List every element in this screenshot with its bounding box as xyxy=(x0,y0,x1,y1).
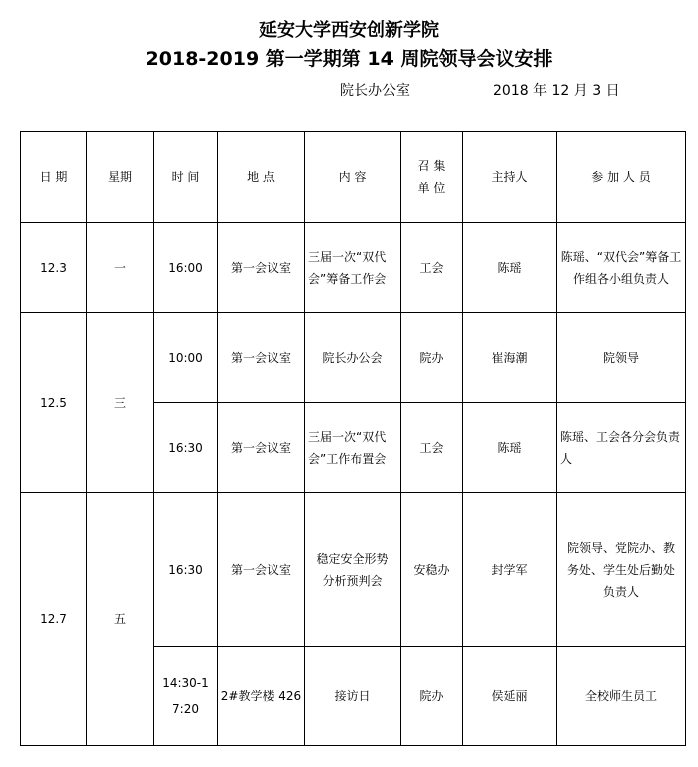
table-row xyxy=(21,223,686,313)
cell-attendees: 院领导 xyxy=(557,313,686,403)
col-header-place: 地 点 xyxy=(218,132,305,223)
table-row xyxy=(21,493,686,647)
cell-organizer: 工会 xyxy=(401,223,463,313)
cell-host: 封学军 xyxy=(463,493,557,647)
cell-place: 2#教学楼 426 xyxy=(218,647,305,746)
cell-attendees: 全校师生员工 xyxy=(557,647,686,746)
cell-host: 陈瑶 xyxy=(463,223,557,313)
issuing-office: 院长办公室 xyxy=(340,83,410,99)
issue-date: 2018 年 12 月 3 日 xyxy=(493,83,620,99)
table-row xyxy=(21,313,686,403)
cell-host: 陈瑶 xyxy=(463,403,557,493)
col-header-weekday: 星期 xyxy=(87,132,154,223)
header-row xyxy=(21,132,686,223)
cell-attendees: 陈瑶、“双代会”筹备工作组各小组负责人 xyxy=(557,223,686,313)
cell-weekday: 三 xyxy=(87,313,154,493)
col-header-host: 主持人 xyxy=(463,132,557,223)
cell-attendees: 陈瑶、工会各分会负责人 xyxy=(557,403,686,493)
col-header-time: 时 间 xyxy=(154,132,218,223)
cell-place: 第一会议室 xyxy=(218,223,305,313)
document-subtitle: 2018-2019 第一学期第 14 周院领导会议安排 xyxy=(145,48,553,70)
cell-time: 16:30 xyxy=(154,403,218,493)
col-header-attendees: 参 加 人 员 xyxy=(557,132,686,223)
cell-content: 三届一次“双代会”筹备工作会 xyxy=(305,223,401,313)
col-header-date: 日 期 xyxy=(21,132,87,223)
cell-place: 第一会议室 xyxy=(218,313,305,403)
meeting-schedule-table xyxy=(20,131,686,746)
cell-organizer: 工会 xyxy=(401,403,463,493)
document-title: 延安大学西安创新学院 xyxy=(259,20,439,41)
cell-time: 14:30-17:20 xyxy=(154,647,218,746)
cell-place: 第一会议室 xyxy=(218,403,305,493)
cell-organizer: 院办 xyxy=(401,647,463,746)
cell-content: 稳定安全形势分析预判会 xyxy=(305,493,401,647)
cell-time: 10:00 xyxy=(154,313,218,403)
cell-host: 侯延丽 xyxy=(463,647,557,746)
cell-content: 院长办公会 xyxy=(305,313,401,403)
cell-date: 12.3 xyxy=(21,223,87,313)
cell-time: 16:00 xyxy=(154,223,218,313)
cell-organizer: 院办 xyxy=(401,313,463,403)
cell-date: 12.7 xyxy=(21,493,87,746)
cell-place: 第一会议室 xyxy=(218,493,305,647)
cell-weekday: 一 xyxy=(87,223,154,313)
cell-attendees: 院领导、党院办、教务处、学生处后勤处负责人 xyxy=(557,493,686,647)
cell-weekday: 五 xyxy=(87,493,154,746)
cell-host: 崔海潮 xyxy=(463,313,557,403)
cell-content: 接访日 xyxy=(305,647,401,746)
cell-organizer: 安稳办 xyxy=(401,493,463,647)
col-header-content: 内 容 xyxy=(305,132,401,223)
cell-content: 三届一次“双代会”工作布置会 xyxy=(305,403,401,493)
col-header-organizer: 召 集 单 位 xyxy=(401,132,463,223)
cell-time: 16:30 xyxy=(154,493,218,647)
cell-date: 12.5 xyxy=(21,313,87,493)
